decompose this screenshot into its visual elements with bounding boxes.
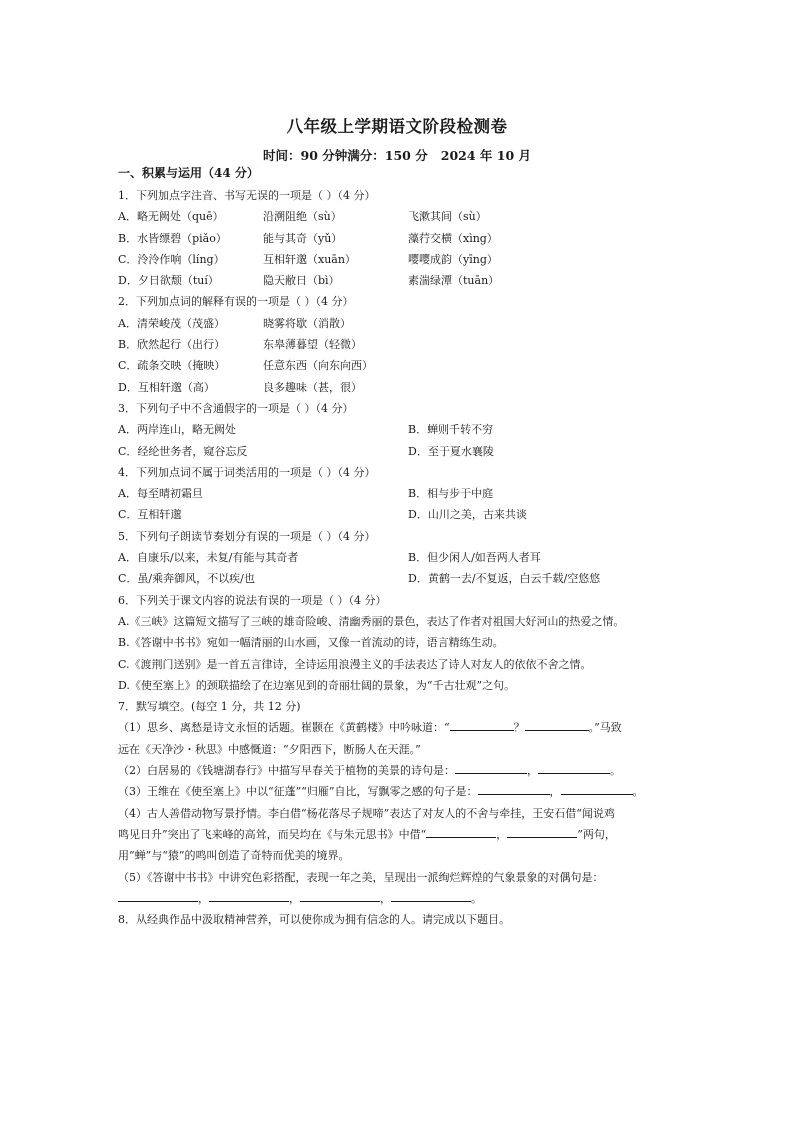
option-text: C．虽/乘奔御风，不以疾/也 [118,572,255,586]
option-text: B．但少闲人/如吾两人者耳 [408,551,541,565]
exam-title: 八年级上学期语文阶段检测卷 [286,117,508,136]
answer-blank[interactable] [118,890,198,902]
option-text: D．至于夏水襄陵 [408,444,494,458]
question-3-stem: 3．下列句子中不含通假字的一项是（ ）（4 分） [118,401,354,415]
option-text: B．欣然起行（出行） [118,338,226,352]
exam-content [118,162,678,930]
option-text: C．互相轩邈 [118,508,182,522]
option-text: D．互相轩邈（高） [118,380,215,394]
question-7-part-4-end: 用“蝉”与“猿”的鸣叫创造了奇特而优美的境界。 [118,849,350,863]
option-text: C．疏条交映（掩映） [118,359,226,373]
question-7-part-3: （3）王维在《使至塞上》中以“征蓬”“归雁”自比，写飘零之感的句子是： ， 。 [118,785,644,799]
answer-blank[interactable] [525,719,589,731]
answer-blank[interactable] [478,783,550,795]
question-3-options-cd [118,441,678,462]
answer-blank[interactable] [538,762,610,774]
option-text: 沿溯阻绝（sù） [263,210,342,224]
question-5-options-cd [118,568,678,589]
option-text: 素湍绿潭（tuān） [408,274,500,288]
question-1-option-d [118,270,678,291]
option-text: B．蝉则千转不穷 [408,423,494,437]
option-text: 晓雾将歇（消散） [263,316,351,330]
option-text: A．略无阙处（quē） [118,210,224,224]
question-4-options-cd [118,504,678,525]
question-2-stem: 2．下列加点词的解释有误的一项是（ ）（4 分） [118,295,354,309]
option-text: D．山川之美，古来共谈 [408,508,527,522]
question-4-stem: 4．下列加点词不属于词类活用的一项是（ ）（4 分） [118,465,376,479]
answer-blank[interactable] [450,719,514,731]
question-5-stem: 5．下列句子朗读节奏划分有误的一项是（ ）（4 分） [118,529,376,543]
question-6-option-c: C.《渡荆门送别》是一首五言律诗，全诗运用浪漫主义的手法表达了诗人对友人的依依不舍之情。 [118,657,592,671]
option-text: D．夕日欲颓（tuí） [118,274,219,288]
option-text: 良多趣味（甚，很） [263,380,362,394]
option-text: A．每至晴初霜旦 [118,487,203,501]
question-7-part-5: （5）《答谢中书书》中讲究色彩搭配，表现一年之美，呈现出一派绚烂辉煌的气象景象的对偶句是： [118,870,604,884]
question-1-option-c [118,249,678,270]
question-1-option-b [118,228,678,249]
option-text: 隐天敝日（bì） [263,274,340,288]
question-2-option-c [118,355,678,376]
option-text: 藻荇交横（xìng） [408,231,498,245]
question-5-options-ab [118,547,678,568]
question-7-part-1-cont: 远在《天净沙・秋思》中感慨道：“夕阳西下，断肠人在天涯。” [118,742,421,756]
answer-blank[interactable] [561,783,633,795]
question-3-options-ab [118,419,678,440]
option-text: A．两岸连山，略无阙处 [118,423,236,437]
exam-info: 时间：90 分钟满分：150 分 2024 年 10 月 [263,148,531,163]
option-text: 能与其奇（yǔ） [263,231,343,245]
option-text: A．自康乐/以来，未复/有能与其奇者 [118,551,299,565]
answer-blank[interactable] [426,826,496,838]
answer-blank[interactable] [391,890,471,902]
question-6-option-b: B.《答谢中书书》宛如一幅清丽的山水画，又像一首流动的诗，语言精练生动。 [118,636,504,650]
question-7-stem: 7．默写填空。(每空 1 分，共 12 分) [118,700,301,714]
section-heading: 一、积累与运用（44 分） [118,166,259,180]
question-6-option-d: D.《使至塞上》的颈联描绘了在边塞见到的奇丽壮阔的景象，为“千古壮观”之句。 [118,678,516,692]
answer-blank[interactable] [209,890,289,902]
option-text: D．黄鹤一去/不复返，白云千载/空悠悠 [408,572,601,586]
question-7-part-1: （1）思乡、离愁是诗文永恒的话题。崔颢在《黄鹤楼》中吟咏道：“ ？ 。”马致 [118,721,622,735]
question-7-part-2: （2）白居易的《钱塘湖春行》中描写早春关于植物的美景的诗句是： ， 。 [118,764,621,778]
option-text: B．相与步于中庭 [408,487,494,501]
option-text: 东皋薄暮望（轻微） [263,338,362,352]
option-text: 飞漱其间（sù） [408,210,487,224]
answer-blank[interactable] [455,762,527,774]
question-8-stem: 8．从经典作品中汲取精神营养，可以使你成为拥有信念的人。请完成以下题目。 [118,913,510,927]
option-text: 任意东西（向东向西） [263,359,373,373]
question-6-stem: 6．下列关于课文内容的说法有误的一项是（ ）（4 分） [118,593,387,607]
question-7-part-4-cont: 鸣见日升”突出了飞来峰的高耸，而吴均在《与朱元思书》中借“ ， ”两句， [118,827,616,841]
question-4-options-ab [118,483,678,504]
question-1-stem: 1．下列加点字注音、书写无误的一项是（ ）（4 分） [118,189,376,202]
question-7-part-4: （4）古人善借动物写景抒情。李白借“杨花落尽子规啼”表达了对友人的不舍与牵挂，王安石借“闻说鸡 [118,806,615,820]
answer-blank[interactable] [507,826,577,838]
option-text: 互相轩邈（xuān） [263,252,356,266]
question-7-part-5-blanks: ， ， ， 。 [118,888,678,909]
question-2-option-a [118,313,678,334]
option-text: C．经纶世务者，窥谷忘反 [118,444,248,458]
answer-blank[interactable] [300,890,380,902]
option-text: 嘤嘤成韵（yīng） [408,252,498,266]
option-text: C．泠泠作响（líng） [118,252,225,266]
question-2-option-d [118,377,678,398]
option-text: B．水皆缥碧（piǎo） [118,231,227,245]
question-2-option-b [118,334,678,355]
question-1-option-a [118,206,678,227]
option-text: A．清荣峻茂（茂盛） [118,316,225,330]
question-6-option-a: A.《三峡》这篇短文描写了三峡的雄奇险峻、清幽秀丽的景色，表达了作者对祖国大好河山的热爱之情。 [118,614,625,628]
